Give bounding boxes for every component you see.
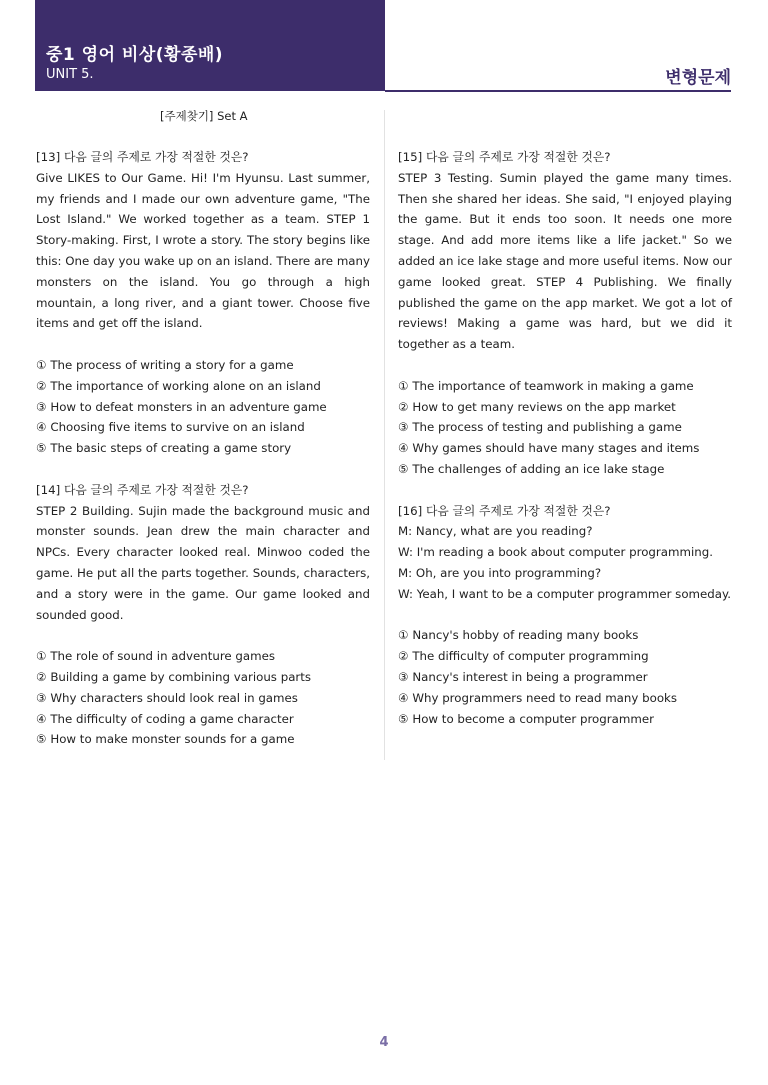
- page-number: 4: [379, 1035, 389, 1050]
- answer-option: ④ The difficulty of coding a game character: [36, 711, 294, 726]
- answer-option: ① Nancy's hobby of reading many books: [398, 628, 639, 643]
- question-passage: STEP 3 Testing. Sumin played the game many times. Then she shared her ideas. She said, "I enjoyed playing the game. But it ends too soon. It needs one more stage. And add more items like a life jacket." So we added an ice lake stage and more useful items. Now our game looked great. STEP 4 Publishing. We finally published the game on the app market. We got a lot of reviews! Making a game was hard, but we did it together as a team.: [398, 170, 732, 352]
- dialogue-line: W: Yeah, I want to be a computer programmer someday.: [398, 586, 732, 601]
- question-passage: STEP 2 Building. Sujin made the background music and monster sounds. Jean drew the main character and NPCs. Every character looked real. Minwoo coded the game. He put all the parts together. Sounds, characters, and a story were in the game. Our game looked and sounded good.: [36, 503, 370, 622]
- question-head: [14] 다음 글의 주제로 가장 적절한 것은?: [36, 482, 249, 497]
- worksheet-type-label: 변형문제: [665, 68, 731, 88]
- answer-option: ① The process of writing a story for a game: [36, 357, 294, 372]
- answer-option: ⑤ The challenges of adding an ice lake stage: [398, 461, 665, 476]
- dialogue-line: W: I'm reading a book about computer programming.: [398, 545, 713, 560]
- document-title: 중1 영어 비상(황종배): [46, 45, 224, 65]
- dialogue-line: M: Nancy, what are you reading?: [398, 524, 593, 539]
- left-column: [36, 147, 370, 750]
- header-rule: [385, 90, 731, 92]
- header-banner: [35, 0, 385, 91]
- answer-option: ⑤ How to become a computer programmer: [398, 711, 654, 726]
- answer-option: ② The importance of working alone on an island: [36, 378, 321, 393]
- answer-option: ④ Why programmers need to read many books: [398, 690, 678, 705]
- answer-option: ① The importance of teamwork in making a game: [398, 378, 694, 393]
- question-head: [13] 다음 글의 주제로 가장 적절한 것은?: [36, 150, 249, 164]
- right-column: [398, 147, 732, 729]
- answer-option: ③ Why characters should look real in games: [36, 690, 298, 705]
- answer-option: ② How to get many reviews on the app market: [398, 399, 676, 414]
- answer-option: ② Building a game by combining various parts: [36, 669, 312, 684]
- question-head: [15] 다음 글의 주제로 가장 적절한 것은?: [398, 150, 611, 164]
- answer-option: ⑤ The basic steps of creating a game story: [36, 441, 292, 456]
- question-head: [16] 다음 글의 주제로 가장 적절한 것은?: [398, 503, 611, 518]
- dialogue-line: M: Oh, are you into programming?: [398, 565, 602, 580]
- question-14: [36, 480, 370, 750]
- question-16: [398, 501, 732, 730]
- set-label: [주제찾기] Set A: [160, 109, 248, 123]
- column-divider: [384, 110, 385, 760]
- answer-option: ③ The process of testing and publishing a game: [398, 420, 682, 435]
- unit-label: UNIT 5.: [46, 67, 94, 82]
- answer-option: ③ Nancy's interest in being a programmer: [398, 669, 648, 684]
- question-15: [398, 147, 732, 480]
- answer-option: ③ How to defeat monsters in an adventure game: [36, 399, 327, 414]
- answer-option: ⑤ How to make monster sounds for a game: [36, 732, 295, 747]
- answer-option: ② The difficulty of computer programming: [398, 649, 649, 664]
- answer-option: ④ Why games should have many stages and items: [398, 441, 700, 456]
- answer-option: ④ Choosing five items to survive on an island: [36, 420, 305, 435]
- question-13: [36, 147, 370, 459]
- question-passage: Give LIKES to Our Game. Hi! I'm Hyunsu. Last summer, my friends and I made our own adventure game, "The Lost Island." We worked together as a team. STEP 1 Story-making. First, I wrote a story. The story begins like this: One day you wake up on an island. There are many monsters on the island. You go through a high mountain, a long river, and a giant tower. Choose five items and get off the island.: [36, 170, 370, 331]
- answer-option: ① The role of sound in adventure games: [36, 649, 276, 664]
